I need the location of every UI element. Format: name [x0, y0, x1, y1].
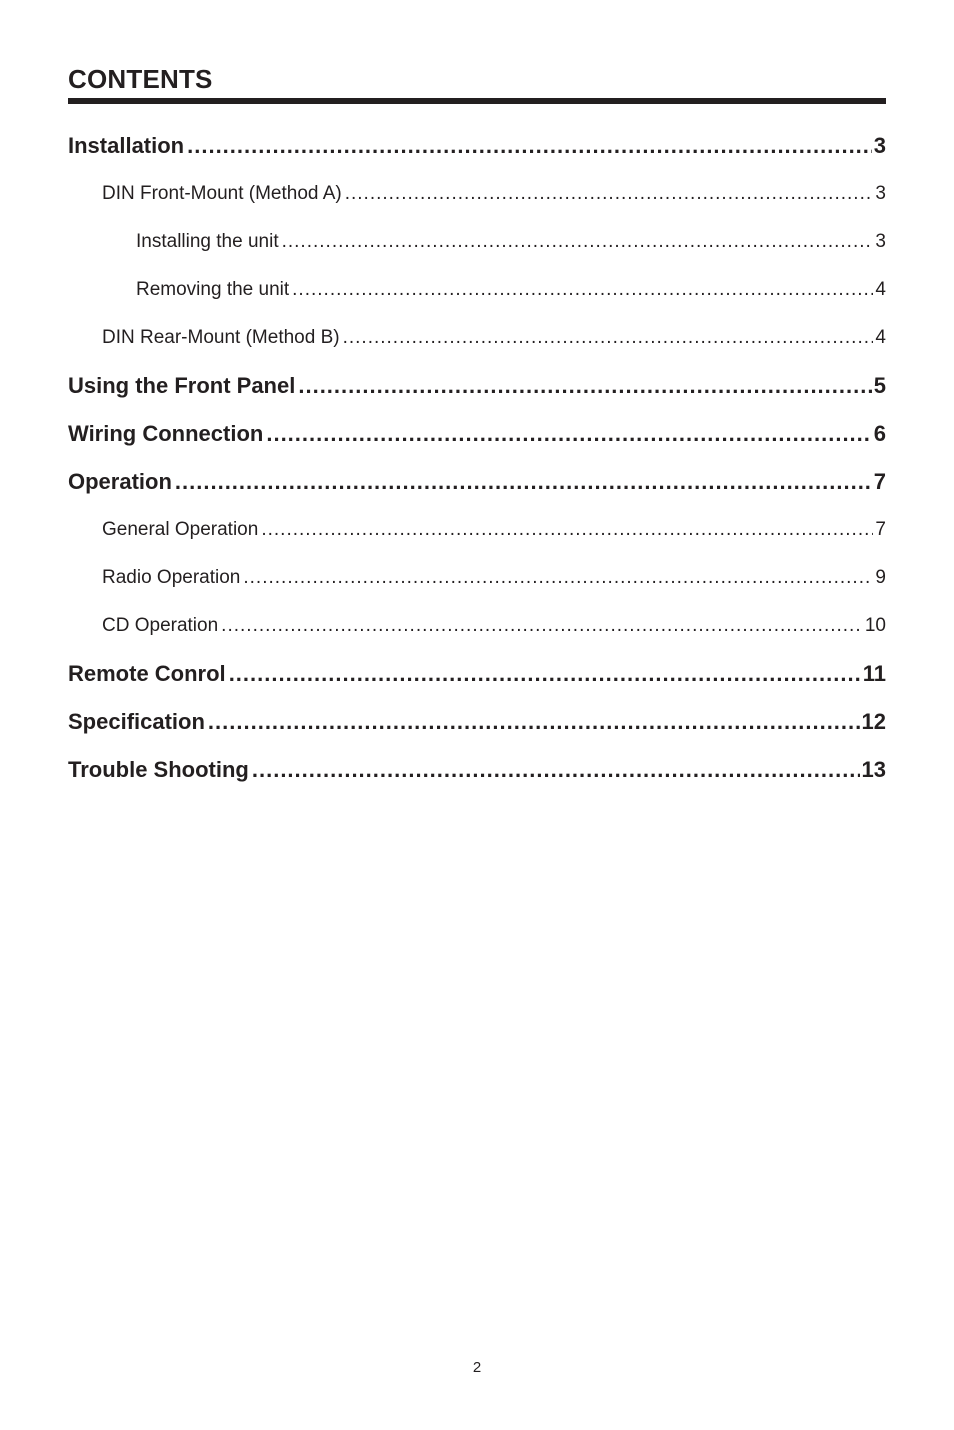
table-of-contents — [68, 122, 886, 794]
toc-entry-page: 3 — [873, 133, 886, 158]
toc-entry-label: Wiring Connection — [68, 421, 264, 446]
toc-entry-operation[interactable] — [68, 458, 886, 506]
toc-entry-page: 6 — [873, 421, 886, 446]
toc-entry-page: 4 — [875, 327, 886, 348]
toc-entry-label: DIN Front-Mount (Method A) — [102, 183, 342, 204]
toc-dot-leader — [345, 170, 874, 218]
toc-dot-leader — [208, 698, 860, 746]
toc-dot-leader — [221, 602, 863, 650]
toc-entry-label: Removing the unit — [136, 279, 290, 300]
toc-entry-label: DIN Rear-Mount (Method B) — [102, 327, 340, 348]
toc-entry-page: 7 — [875, 519, 886, 540]
toc-entry-page: 12 — [861, 709, 886, 734]
toc-entry-label: Trouble Shooting — [68, 757, 249, 782]
toc-entry-installation[interactable] — [68, 122, 886, 170]
toc-entry-trouble-shooting[interactable] — [68, 746, 886, 794]
toc-dot-leader — [229, 650, 861, 698]
toc-entry-page: 13 — [861, 757, 886, 782]
toc-dot-leader — [282, 218, 874, 266]
title-rule — [68, 98, 886, 104]
toc-dot-leader — [343, 314, 874, 362]
toc-dot-leader — [252, 746, 860, 794]
toc-entry-label: General Operation — [102, 519, 259, 540]
toc-entry-page: 5 — [873, 373, 886, 398]
toc-dot-leader — [266, 410, 871, 458]
toc-dot-leader — [298, 362, 871, 410]
toc-dot-leader — [261, 506, 873, 554]
page-title: CONTENTS — [68, 64, 213, 94]
toc-entry-page: 4 — [875, 279, 886, 300]
toc-entry-label: Using the Front Panel — [68, 373, 296, 398]
toc-entry-cd-operation[interactable] — [68, 602, 886, 650]
toc-entry-radio-operation[interactable] — [68, 554, 886, 602]
toc-entry-din-front-mount[interactable] — [68, 170, 886, 218]
toc-entry-page: 3 — [875, 231, 886, 252]
toc-entry-page: 9 — [875, 567, 886, 588]
toc-entry-remote-conrol[interactable] — [68, 650, 886, 698]
page-number: 2 — [472, 1359, 482, 1376]
toc-entry-label: Radio Operation — [102, 567, 241, 588]
toc-entry-specification[interactable] — [68, 698, 886, 746]
toc-dot-leader — [243, 554, 873, 602]
toc-entry-general-operation[interactable] — [68, 506, 886, 554]
toc-entry-page: 7 — [873, 469, 886, 494]
toc-dot-leader — [175, 458, 872, 506]
toc-entry-installing-the-unit[interactable] — [68, 218, 886, 266]
toc-entry-using-the-front-panel[interactable] — [68, 362, 886, 410]
toc-entry-page: 11 — [862, 661, 886, 686]
toc-entry-page: 3 — [875, 183, 886, 204]
toc-dot-leader — [187, 122, 872, 170]
toc-entry-din-rear-mount[interactable] — [68, 314, 886, 362]
toc-entry-label: Installing the unit — [136, 231, 279, 252]
toc-entry-wiring-connection[interactable] — [68, 410, 886, 458]
toc-entry-label: CD Operation — [102, 615, 219, 636]
toc-entry-page: 10 — [864, 615, 886, 636]
toc-entry-label: Operation — [68, 469, 172, 494]
toc-entry-removing-the-unit[interactable] — [68, 266, 886, 314]
toc-entry-label: Specification — [68, 709, 205, 734]
toc-dot-leader — [292, 266, 873, 314]
toc-entry-label: Remote Conrol — [68, 661, 226, 686]
toc-entry-label: Installation — [68, 133, 185, 158]
